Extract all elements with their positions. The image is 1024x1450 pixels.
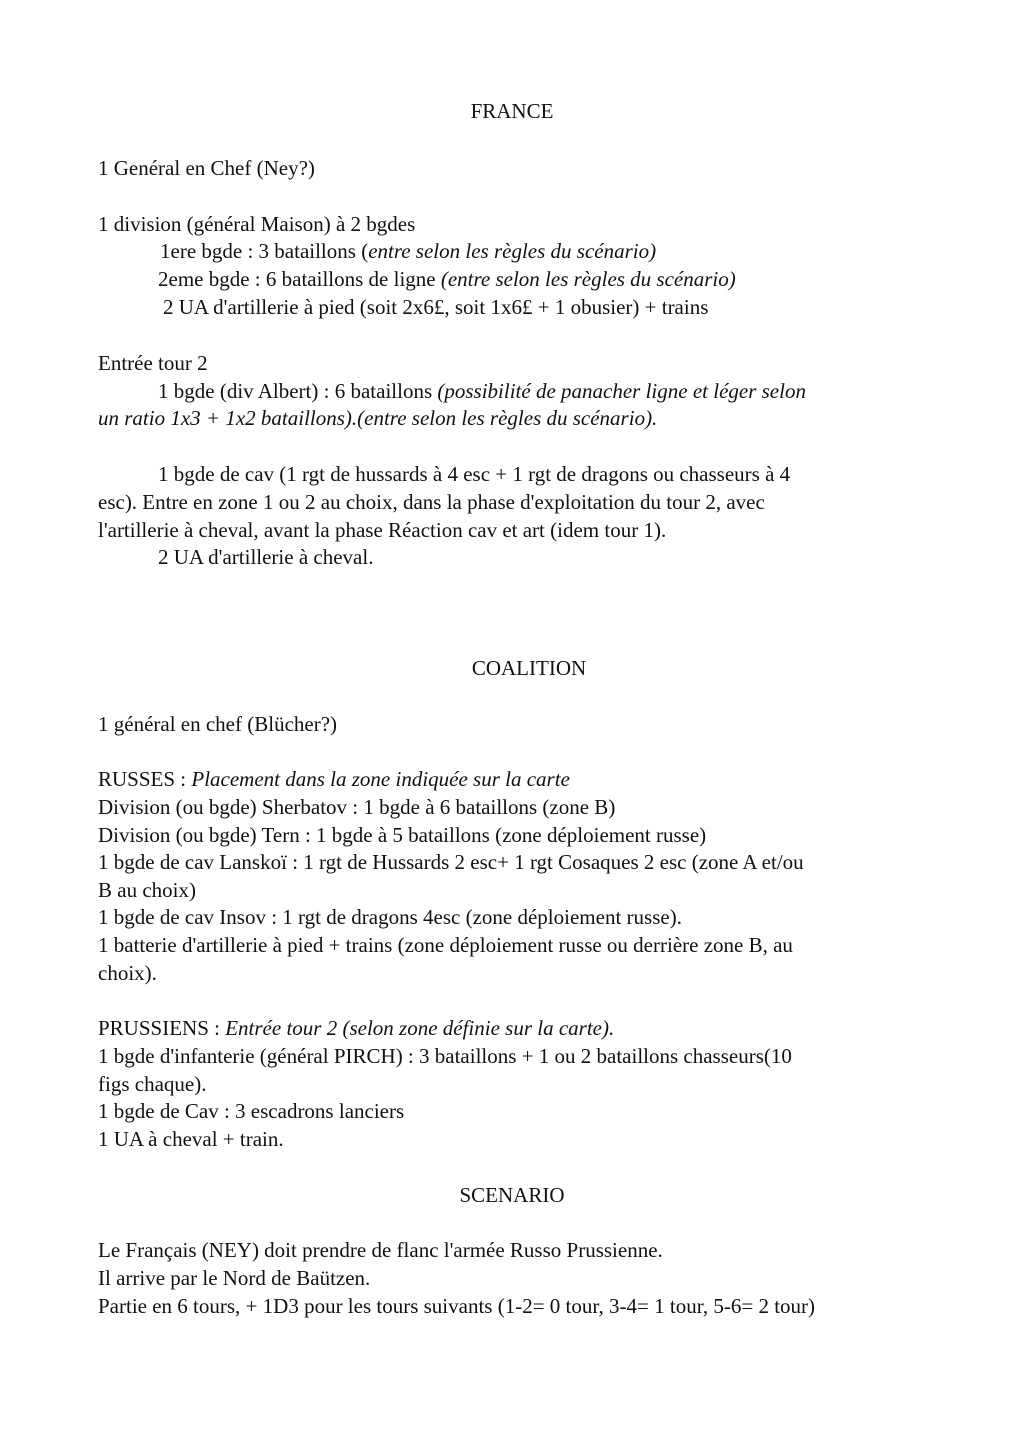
russes-line-7: choix). — [98, 961, 157, 985]
section-title-france: FRANCE — [470, 99, 554, 123]
cav-line-1: 1 bgde de cav (1 rgt de hussards à 4 esc + 1 rgt de dragons ou chasseurs à 4 — [158, 462, 791, 486]
russes-line-2: Division (ou bgde) Tern : 1 bgde à 5 bataillons (zone déploiement russe) — [98, 823, 707, 847]
entree-tour-2-header: Entrée tour 2 — [98, 351, 208, 375]
russes-line-3: 1 bgde de cav Lanskoï : 1 rgt de Hussards 2 esc+ 1 rgt Cosaques 2 esc (zone A et/ou — [98, 850, 804, 874]
russes-line-1: Division (ou bgde) Sherbatov : 1 bgde à 6 bataillons (zone B) — [98, 795, 616, 819]
artillerie-cheval-line: 2 UA d'artillerie à cheval. — [158, 545, 374, 569]
russes-label-italic: Placement dans la zone indiquée sur la carte — [191, 767, 570, 791]
albert-italic-continuation: un ratio 1x3 + 1x2 bataillons).(entre selon les règles du scénario). — [98, 406, 658, 430]
section-title-scenario: SCENARIO — [459, 1183, 565, 1207]
russes-line-6: 1 batterie d'artillerie à pied + trains (zone déploiement russe ou derrière zone B, au — [98, 933, 793, 957]
albert-line — [158, 377, 806, 405]
russes-label: RUSSES : — [98, 767, 192, 791]
prussiens-line-1: 1 bgde d'infanterie (général PIRCH) : 3 bataillons + 1 ou 2 bataillons chasseurs(10 — [98, 1044, 792, 1068]
scenario-line-2: Il arrive par le Nord de Baützen. — [98, 1266, 371, 1290]
scenario-line-3: Partie en 6 tours, + 1D3 pour les tours suivants (1-2= 0 tour, 3-4= 1 tour, 5-6= 2 tour) — [98, 1294, 816, 1318]
prussiens-line-4: 1 UA à cheval + train. — [98, 1127, 284, 1151]
bgde-2-italic: (entre selon les règles du scénario) — [440, 267, 736, 291]
division-maison-header: 1 division (général Maison) à 2 bgdes — [98, 212, 416, 236]
cav-line-2: esc). Entre en zone 1 ou 2 au choix, dans la phase d'exploitation du tour 2, avec — [98, 490, 765, 514]
russes-line-5: 1 bgde de cav Insov : 1 rgt de dragons 4esc (zone déploiement russe). — [98, 905, 682, 929]
coalition-general-en-chef: 1 général en chef (Blücher?) — [98, 712, 338, 736]
albert-text: 1 bgde (div Albert) : 6 bataillons — [158, 379, 438, 403]
bgde-1-line — [160, 237, 656, 265]
prussiens-label-italic: Entrée tour 2 (selon zone définie sur la carte). — [225, 1016, 615, 1040]
prussiens-line-2: figs chaque). — [98, 1072, 207, 1096]
prussiens-label: PRUSSIENS : — [98, 1016, 226, 1040]
russes-header — [98, 765, 570, 793]
france-general-en-chef: 1 Genéral en Chef (Ney?) — [98, 156, 315, 180]
bgde-2-line — [158, 265, 736, 293]
bgde-1-text: 1ere bgde : 3 bataillons ( — [160, 239, 369, 263]
prussiens-header — [98, 1014, 614, 1042]
cav-line-3: l'artillerie à cheval, avant la phase Réaction cav et art (idem tour 1). — [98, 518, 667, 542]
bgde-2-text: 2eme bgde : 6 bataillons de ligne — [158, 267, 441, 291]
russes-line-4: B au choix) — [98, 878, 196, 902]
prussiens-line-3: 1 bgde de Cav : 3 escadrons lanciers — [98, 1099, 405, 1123]
section-title-coalition: COALITION — [471, 656, 587, 680]
albert-italic: (possibilité de panacher ligne et léger selon — [437, 379, 806, 403]
bgde-1-italic: entre selon les règles du scénario) — [368, 239, 657, 263]
scenario-line-1: Le Français (NEY) doit prendre de flanc l'armée Russo Prussienne. — [98, 1238, 663, 1262]
artillerie-pied-line: 2 UA d'artillerie à pied (soit 2x6£, soit 1x6£ + 1 obusier) + trains — [163, 295, 709, 319]
